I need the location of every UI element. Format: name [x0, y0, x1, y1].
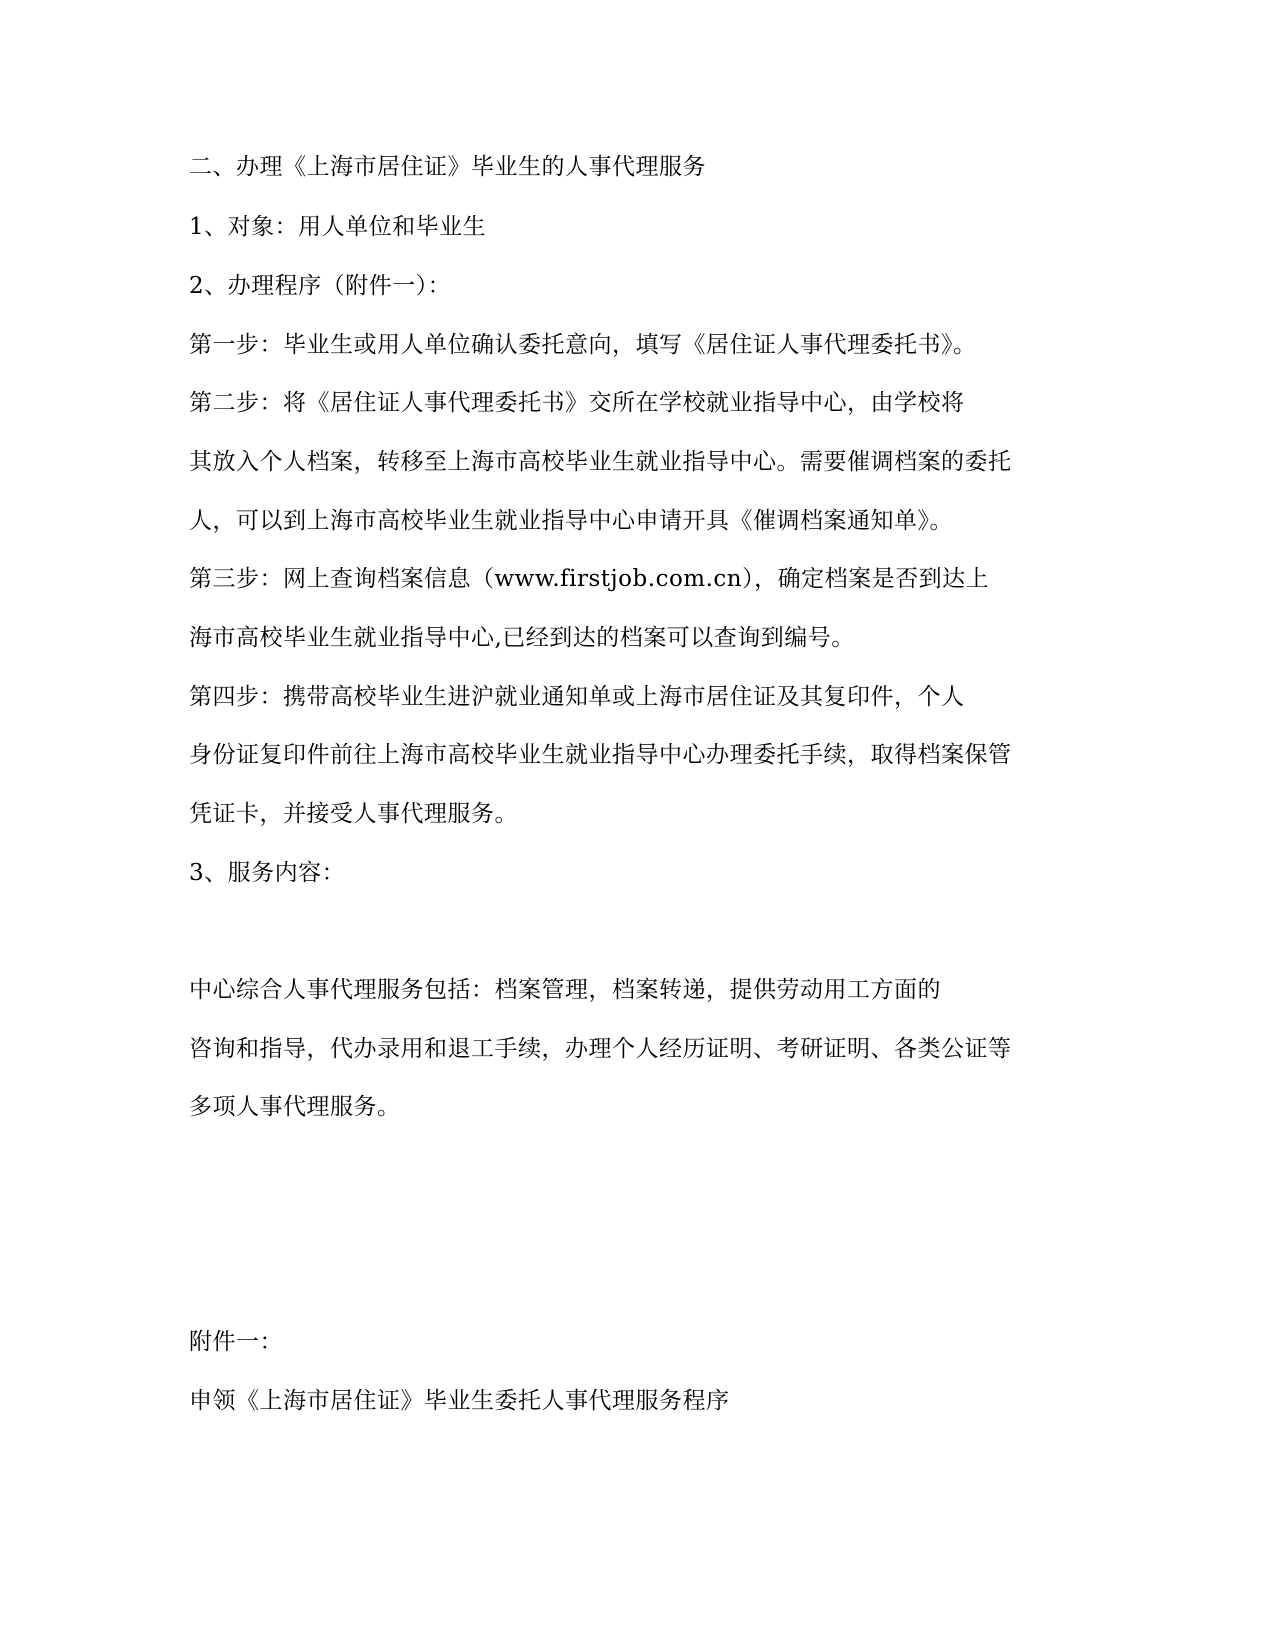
appendix-label: 附件一：	[189, 1329, 283, 1355]
text-line: 第三步：网上查询档案信息（www.firstjob.com.cn），确定档案是否到达上	[189, 566, 990, 592]
text-line: 第一步：毕业生或用人单位确认委托意向，填写《居住证人事代理委托书》。	[189, 332, 977, 358]
text-line: 人，可以到上海市高校毕业生就业指导中心申请开具《催调档案通知单》。	[189, 508, 953, 534]
text-line: 第四步：携带高校毕业生进沪就业通知单或上海市居住证及其复印件，个人	[189, 684, 965, 710]
text-line: 身份证复印件前往上海市高校毕业生就业指导中心办理委托手续，取得档案保管	[189, 742, 1012, 768]
text-line: 凭证卡，并接受人事代理服务。	[189, 801, 518, 827]
text-line: 2、办理程序（附件一）：	[189, 273, 452, 299]
text-line: 中心综合人事代理服务包括：档案管理，档案转递，提供劳动用工方面的	[189, 977, 941, 1003]
text-line: 1、对象：用人单位和毕业生	[189, 214, 487, 240]
section-heading: 二、办理《上海市居住证》毕业生的人事代理服务	[189, 154, 706, 180]
text-line: 第二步：将《居住证人事代理委托书》交所在学校就业指导中心，由学校将	[189, 390, 965, 416]
text-line: 咨询和指导，代办录用和退工手续，办理个人经历证明、考研证明、各类公证等	[189, 1036, 1012, 1062]
text-line: 其放入个人档案，转移至上海市高校毕业生就业指导中心。需要催调档案的委托	[189, 449, 1012, 475]
text-line: 多项人事代理服务。	[189, 1094, 401, 1120]
appendix-title: 申领《上海市居住证》毕业生委托人事代理服务程序	[189, 1388, 730, 1414]
text-line: 海市高校毕业生就业指导中心,已经到达的档案可以查询到编号。	[189, 625, 855, 651]
text-line: 3、服务内容：	[189, 860, 346, 886]
